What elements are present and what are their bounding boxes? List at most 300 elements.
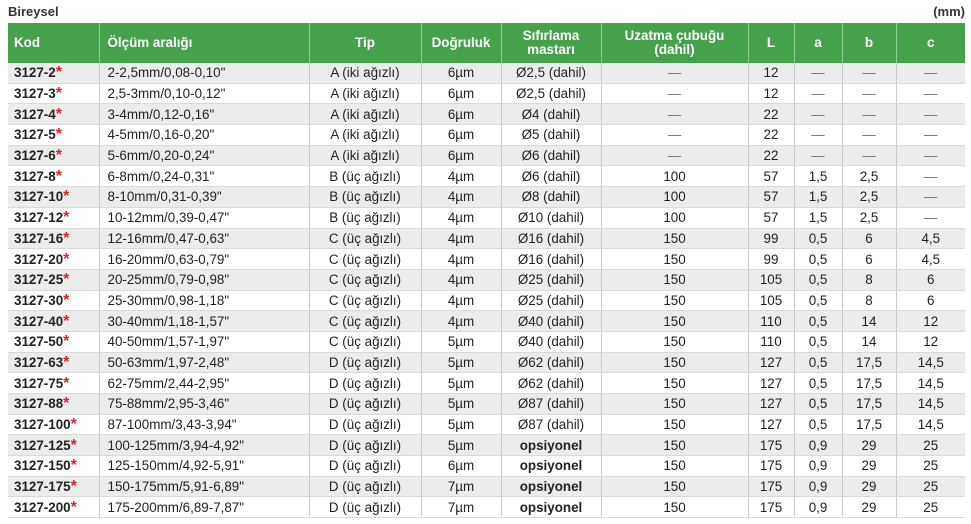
b-cell-text: 14 [861,334,877,350]
b-cell-text: — [862,65,876,81]
accuracy-cell [421,104,501,125]
extension-rod-cell [601,187,748,208]
setting-ring-cell [501,456,601,477]
col-header-range: Ölçüm aralığı [99,23,309,63]
b-cell-text: 8 [865,292,873,308]
a-cell [794,63,842,83]
range-cell-text: 50-63mm/1,97-2,48" [107,354,230,370]
c-cell [896,187,965,208]
code-cell [8,249,99,270]
code-cell [8,311,99,332]
b-cell-text: 29 [861,458,877,474]
range-cell [99,187,309,208]
c-cell-text: 14,5 [917,354,944,370]
star-marker: * [63,188,70,206]
b-cell-text: 17,5 [855,396,883,412]
c-cell [896,331,965,352]
c-cell-text: 25 [923,458,939,474]
b-cell-text: 6 [865,251,873,267]
extension-rod-cell-text: 150 [663,479,686,495]
type-cell [309,311,421,332]
range-cell-text: 25-30mm/0,98-1,18" [107,292,230,308]
type-cell-text: C (üç ağızlı) [328,292,402,308]
code-cell-text: 3127-88 [14,396,64,412]
range-cell-text: 8-10mm/0,31-0,39" [107,189,222,205]
accuracy-cell [421,476,501,497]
a-cell [794,187,842,208]
star-marker: * [63,291,70,309]
a-cell [794,145,842,166]
header-row [8,23,965,63]
table-row [8,311,965,332]
c-cell [896,63,965,83]
range-cell-text: 6-8mm/0,24-0,31" [107,168,215,184]
col-header-extension-rod: Uzatma çubuğu (dahil) [601,23,748,63]
range-cell [99,104,309,125]
accuracy-cell [421,249,501,270]
setting-ring-cell-text: Ø6 (dahil) [521,168,581,184]
accuracy-cell-text: 4µm [447,272,475,288]
extension-rod-cell [601,435,748,456]
section-title: Bireysel [8,3,59,19]
setting-ring-cell-text: Ø2,5 (dahil) [516,86,586,102]
range-cell [99,456,309,477]
range-cell-text: 2-2,5mm/0,08-0,10" [107,65,226,81]
table-row [8,249,965,270]
b-cell [842,249,896,270]
table-row [8,456,965,477]
range-cell [99,83,309,104]
l-cell [748,352,794,373]
b-cell [842,497,896,518]
setting-ring-cell-text: Ø8 (dahil) [521,189,581,205]
l-cell-text: 127 [759,354,783,370]
extension-rod-cell [601,352,748,373]
l-cell [748,311,794,332]
range-cell [99,476,309,497]
type-cell [309,125,421,146]
setting-ring-cell [501,83,601,104]
range-cell-text: 87-100mm/3,43-3,94" [107,417,237,433]
a-cell-text: 0,5 [808,417,828,433]
accuracy-cell-text: 6µm [447,106,475,122]
setting-ring-cell [501,373,601,394]
c-cell [896,145,965,166]
extension-rod-cell-text: — [667,127,682,143]
c-cell [896,497,965,518]
code-cell-text: 3127-40 [14,313,64,329]
range-cell-text: 16-20mm/0,63-0,79" [107,251,230,267]
setting-ring-cell-text: Ø87 (dahil) [517,396,585,412]
code-cell-text: 3127-25 [14,272,64,288]
type-cell [309,269,421,290]
accuracy-cell-text: 7µm [447,499,475,515]
type-cell [309,394,421,415]
type-cell-text: D (üç ağızlı) [328,499,402,515]
b-cell [842,104,896,125]
table-row [8,125,965,146]
type-cell-text: C (üç ağızlı) [328,251,402,267]
code-cell [8,373,99,394]
c-cell-text: — [924,210,938,226]
extension-rod-cell [601,497,748,518]
setting-ring-cell [501,228,601,249]
range-cell [99,145,309,166]
c-cell [896,166,965,187]
star-marker: * [63,229,70,247]
b-cell [842,331,896,352]
b-cell-text: — [862,106,876,122]
range-cell [99,249,309,270]
l-cell [748,166,794,187]
col-header-kod: Kod [8,23,99,63]
l-cell [748,269,794,290]
b-cell-text: 17,5 [855,354,883,370]
star-marker: * [55,64,62,82]
c-cell-text: 12 [923,313,939,329]
a-cell-text: 0,5 [808,292,828,308]
code-cell-text: 3127-125 [14,437,71,453]
a-cell [794,352,842,373]
type-cell [309,104,421,125]
type-cell-text: A (iki ağızlı) [330,127,400,143]
l-cell [748,476,794,497]
star-marker: * [55,147,62,165]
type-cell-text: D (üç ağızlı) [328,375,402,391]
a-cell [794,497,842,518]
setting-ring-cell [501,352,601,373]
col-header-a: a [794,23,842,63]
range-cell [99,373,309,394]
type-cell [309,207,421,228]
c-cell-text: 6 [927,272,935,288]
a-cell-text: 0,9 [808,499,828,515]
l-cell [748,187,794,208]
type-cell-text: B (üç ağızlı) [329,210,401,226]
range-cell [99,311,309,332]
c-cell-text: 4,5 [921,230,941,246]
setting-ring-cell-text: Ø25 (dahil) [517,272,585,288]
code-cell-text: 3127-100 [14,417,71,433]
extension-rod-cell-text: 150 [663,354,686,370]
code-cell-text: 3127-175 [14,479,71,495]
type-cell-text: C (üç ağızlı) [328,334,402,350]
l-cell-text: 57 [763,189,779,205]
a-cell [794,125,842,146]
b-cell [842,476,896,497]
c-cell [896,125,965,146]
star-marker: * [63,374,70,392]
l-cell-text: 99 [763,230,779,246]
accuracy-cell [421,83,501,104]
extension-rod-cell-text: — [667,106,682,122]
a-cell-text: 0,9 [808,458,828,474]
extension-rod-cell [601,249,748,270]
extension-rod-cell-text: — [667,65,682,81]
extension-rod-cell [601,476,748,497]
l-cell-text: 22 [763,127,779,143]
accuracy-cell [421,207,501,228]
l-cell-text: 105 [759,292,783,308]
col-header-accuracy: Doğruluk [421,23,501,63]
l-cell-text: 127 [759,396,783,412]
a-cell-text: 0,9 [808,437,828,453]
setting-ring-cell-text: opsiyonel [519,479,583,495]
col-header-b: b [842,23,896,63]
accuracy-cell [421,435,501,456]
b-cell [842,290,896,311]
col-header-tip: Tip [309,23,421,63]
col-header-c: c [896,23,965,63]
code-cell-text: 3127-2 [14,65,56,81]
setting-ring-cell [501,207,601,228]
col-header-l: L [748,23,794,63]
l-cell-text: 175 [759,458,783,474]
accuracy-cell-text: 5µm [447,334,475,350]
b-cell [842,311,896,332]
extension-rod-cell-text: 150 [663,417,686,433]
a-cell-text: — [811,106,825,122]
c-cell [896,249,965,270]
b-cell [842,435,896,456]
setting-ring-cell-text: Ø16 (dahil) [517,230,585,246]
c-cell-text: 12 [923,334,939,350]
accuracy-cell [421,145,501,166]
setting-ring-cell-text: Ø6 (dahil) [521,148,581,164]
a-cell-text: 1,5 [808,189,828,205]
type-cell [309,435,421,456]
star-marker: * [55,105,62,123]
extension-rod-cell-text: 150 [663,272,686,288]
code-cell [8,166,99,187]
table-row [8,497,965,518]
range-cell [99,497,309,518]
code-cell [8,207,99,228]
setting-ring-cell [501,435,601,456]
code-cell [8,125,99,146]
type-cell-text: A (iki ağızlı) [330,148,400,164]
l-cell [748,497,794,518]
accuracy-cell-text: 4µm [447,189,475,205]
b-cell [842,125,896,146]
b-cell [842,83,896,104]
code-cell [8,290,99,311]
accuracy-cell-text: 5µm [447,354,475,370]
accuracy-cell-text: 6µm [447,65,475,81]
code-cell-text: 3127-4 [14,106,56,122]
code-cell-text: 3127-8 [14,168,56,184]
type-cell-text: D (üç ağızlı) [328,437,402,453]
type-cell [309,476,421,497]
a-cell-text: 0,5 [808,354,828,370]
b-cell [842,145,896,166]
range-cell [99,435,309,456]
setting-ring-cell [501,166,601,187]
range-cell [99,166,309,187]
a-cell [794,435,842,456]
type-cell-text: B (üç ağızlı) [329,189,401,205]
code-cell [8,269,99,290]
setting-ring-cell [501,290,601,311]
type-cell-text: D (üç ağızlı) [328,458,402,474]
code-cell-text: 3127-30 [14,292,64,308]
b-cell [842,456,896,477]
c-cell [896,290,965,311]
code-cell [8,228,99,249]
a-cell-text: — [811,65,825,81]
l-cell [748,228,794,249]
b-cell-text: 8 [865,272,873,288]
accuracy-cell [421,394,501,415]
type-cell [309,373,421,394]
extension-rod-cell [601,311,748,332]
extension-rod-cell [601,125,748,146]
b-cell-text: 2,5 [859,210,879,226]
range-cell [99,290,309,311]
b-cell-text: 17,5 [855,375,883,391]
c-cell-text: 14,5 [917,375,944,391]
b-cell [842,394,896,415]
accuracy-cell [421,414,501,435]
l-cell [748,456,794,477]
accuracy-cell [421,456,501,477]
table-row [8,187,965,208]
c-cell [896,104,965,125]
accuracy-cell-text: 6µm [447,458,475,474]
a-cell [794,104,842,125]
extension-rod-cell [601,456,748,477]
extension-rod-cell-text: 150 [663,396,686,412]
type-cell [309,290,421,311]
b-cell [842,166,896,187]
l-cell [748,290,794,311]
table-row [8,290,965,311]
c-cell-text: — [924,127,938,143]
range-cell [99,331,309,352]
table-row [8,207,965,228]
table-row [8,63,965,83]
code-cell [8,352,99,373]
type-cell-text: C (üç ağızlı) [328,230,402,246]
extension-rod-cell [601,63,748,83]
extension-rod-cell-text: 150 [663,230,686,246]
star-marker: * [63,353,70,371]
l-cell [748,394,794,415]
c-cell [896,311,965,332]
range-cell-text: 75-88mm/2,95-3,46" [107,396,230,412]
star-marker: * [63,271,70,289]
setting-ring-cell [501,187,601,208]
code-cell [8,497,99,518]
a-cell [794,414,842,435]
code-cell-text: 3127-10 [14,189,64,205]
type-cell-text: D (üç ağızlı) [328,479,402,495]
range-cell [99,63,309,83]
setting-ring-cell-text: Ø2,5 (dahil) [516,65,586,81]
l-cell [748,435,794,456]
b-cell [842,269,896,290]
type-cell [309,228,421,249]
l-cell-text: 110 [760,334,782,350]
range-cell-text: 175-200mm/6,89-7,87" [107,499,245,515]
extension-rod-cell-text: 150 [663,292,686,308]
extension-rod-cell [601,145,748,166]
l-cell [748,83,794,104]
range-cell-text: 62-75mm/2,44-2,95" [107,375,230,391]
a-cell [794,394,842,415]
code-cell [8,104,99,125]
extension-rod-cell-text: 150 [663,334,686,350]
l-cell-text: 12 [763,86,779,102]
range-cell-text: 30-40mm/1,18-1,57" [107,313,230,329]
extension-rod-cell [601,269,748,290]
accuracy-cell-text: 6µm [447,127,475,143]
accuracy-cell-text: 5µm [447,417,475,433]
l-cell-text: 57 [763,168,779,184]
extension-rod-cell [601,104,748,125]
b-cell [842,187,896,208]
code-cell-text: 3127-16 [14,230,64,246]
setting-ring-cell-text: Ø4 (dahil) [521,106,581,122]
star-marker: * [70,478,77,496]
range-cell-text: 3-4mm/0,12-0,16" [107,106,215,122]
accuracy-cell-text: 4µm [447,251,475,267]
setting-ring-cell [501,311,601,332]
range-cell-text: 12-16mm/0,47-0,63" [107,230,230,246]
l-cell [748,331,794,352]
c-cell-text: 14,5 [917,417,944,433]
range-cell-text: 40-50mm/1,57-1,97" [107,334,230,350]
a-cell [794,476,842,497]
c-cell-text: — [924,86,938,102]
accuracy-cell [421,373,501,394]
b-cell [842,63,896,83]
type-cell-text: A (iki ağızlı) [330,86,400,102]
a-cell-text: — [811,127,825,143]
setting-ring-cell [501,497,601,518]
accuracy-cell-text: 4µm [447,292,475,308]
l-cell-text: 105 [759,272,783,288]
a-cell-text: 0,5 [808,334,828,350]
setting-ring-cell [501,476,601,497]
c-cell [896,207,965,228]
type-cell [309,497,421,518]
type-cell-text: B (üç ağızlı) [329,168,401,184]
setting-ring-cell-text: Ø40 (dahil) [517,313,585,329]
l-cell [748,145,794,166]
a-cell-text: — [811,148,825,164]
c-cell [896,269,965,290]
type-cell [309,352,421,373]
table-row [8,104,965,125]
extension-rod-cell [601,414,748,435]
table-row [8,476,965,497]
a-cell-text: 0,5 [808,313,828,329]
code-cell-text: 3127-12 [14,210,64,226]
l-cell [748,373,794,394]
code-cell-text: 3127-5 [14,127,56,143]
b-cell-text: — [862,86,876,102]
l-cell-text: 110 [760,313,782,329]
table-row [8,331,965,352]
b-cell [842,352,896,373]
setting-ring-cell [501,104,601,125]
extension-rod-cell-text: 150 [663,251,686,267]
table-row [8,228,965,249]
a-cell-text: 0,5 [808,230,828,246]
c-cell [896,373,965,394]
setting-ring-cell [501,414,601,435]
